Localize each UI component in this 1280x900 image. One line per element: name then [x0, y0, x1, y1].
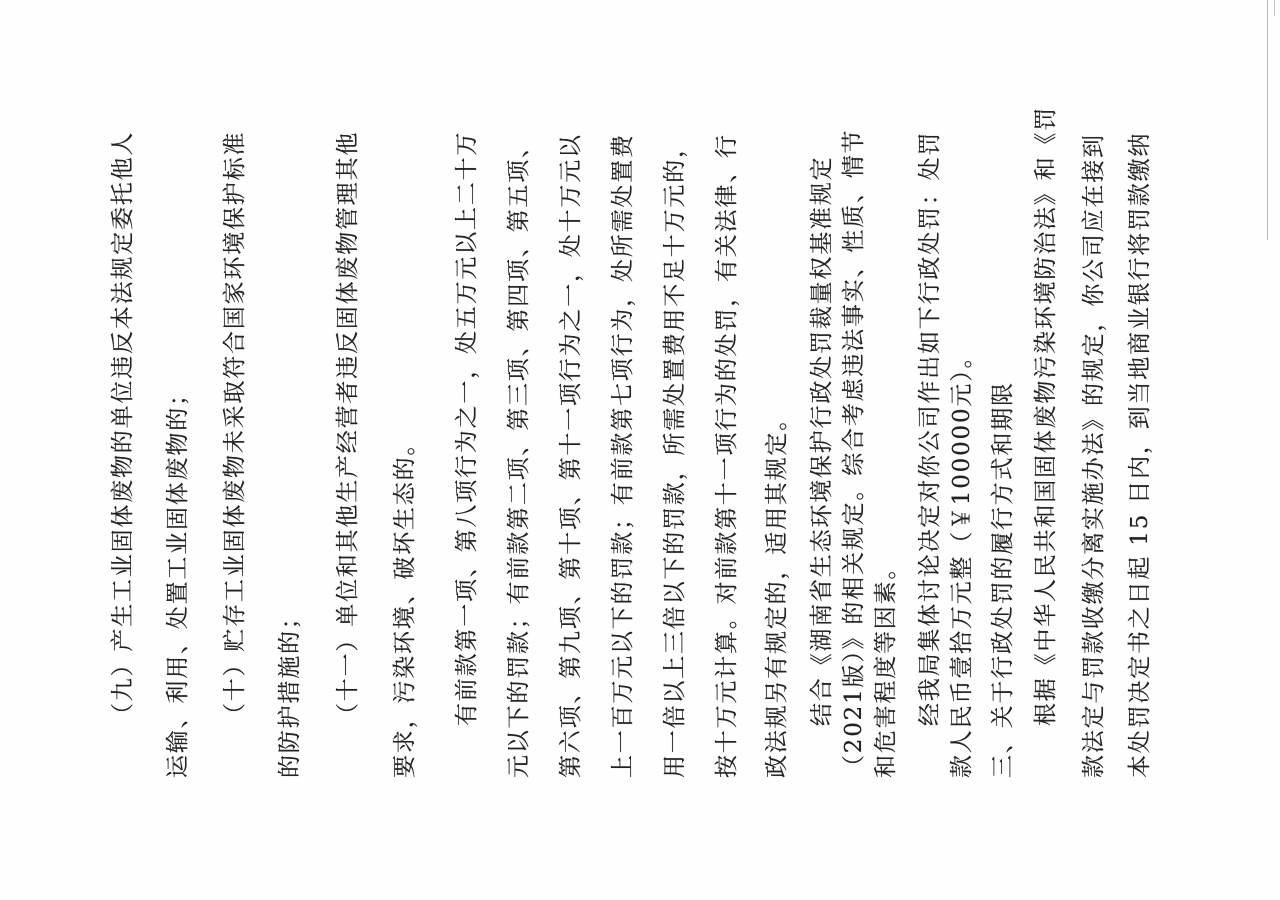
document-body	[108, 106, 1168, 778]
document-line: 经我局集体讨论决定对你公司作出如下行政处罚：处罚	[917, 130, 943, 726]
document-line: 结合《湖南省生态环境保护行政处罚裁量权基准规定	[809, 155, 835, 726]
document-line: 上一百万元以下的罚款；有前款第七项行为，处所需处置费	[610, 133, 636, 778]
document-line: （九）产生工业固体废物的单位违反本法规定委托他人	[110, 130, 136, 726]
document-line: 本处罚决定书之日起 15 日内，到当地商业银行将罚款缴纳	[1127, 131, 1153, 778]
document-line: （2021版）》的相关规定。综合考虑违法事实、性质、情节	[841, 128, 867, 778]
document-line: 用一倍以上三倍以下的罚款，所需处置费用不足十万元的，	[662, 133, 688, 778]
document-line: 元以下的罚款；有前款第二项、第三项、第四项、第五项、	[506, 133, 532, 778]
document-line: 的防护措施的；	[277, 604, 303, 778]
document-line: 政法规另有规定的，适用其规定。	[764, 406, 790, 778]
document-line: （十一）单位和其他生产经营者违反固体废物管理其他	[335, 130, 361, 726]
document-line: 要求，污染环境、破坏生态的。	[392, 430, 418, 778]
document-line: 运输、利用、处置工业固体废物的；	[165, 381, 191, 778]
scan-edge-line	[1274, 0, 1275, 16]
document-line: 和危害程度等因素。	[873, 554, 899, 778]
scan-edge-line	[1267, 0, 1268, 240]
document-line: 有前款第一项、第八项行为之一，处五万元以上二十万	[454, 130, 480, 726]
document-line: （十）贮存工业固体废物未采取符合国家环境保护标准	[222, 130, 248, 726]
document-line: 按十万元计算。对前款第十一项行为的处罚，有关法律、行	[714, 133, 740, 778]
document-line: 款人民币壹拾万元整（￥100000元）。	[949, 343, 975, 778]
document-line: 三、关于行政处罚的履行方式和期限	[990, 381, 1016, 778]
document-line: 根据《中华人民共和国固体废物污染环境防治法》和《罚	[1033, 106, 1059, 726]
document-line: 款法定与罚款收缴分离实施办法》的规定，你公司应在接到	[1081, 133, 1107, 778]
document-line: 第六项、第九项、第十项、第十一项行为之一，处十万元以	[558, 133, 584, 778]
